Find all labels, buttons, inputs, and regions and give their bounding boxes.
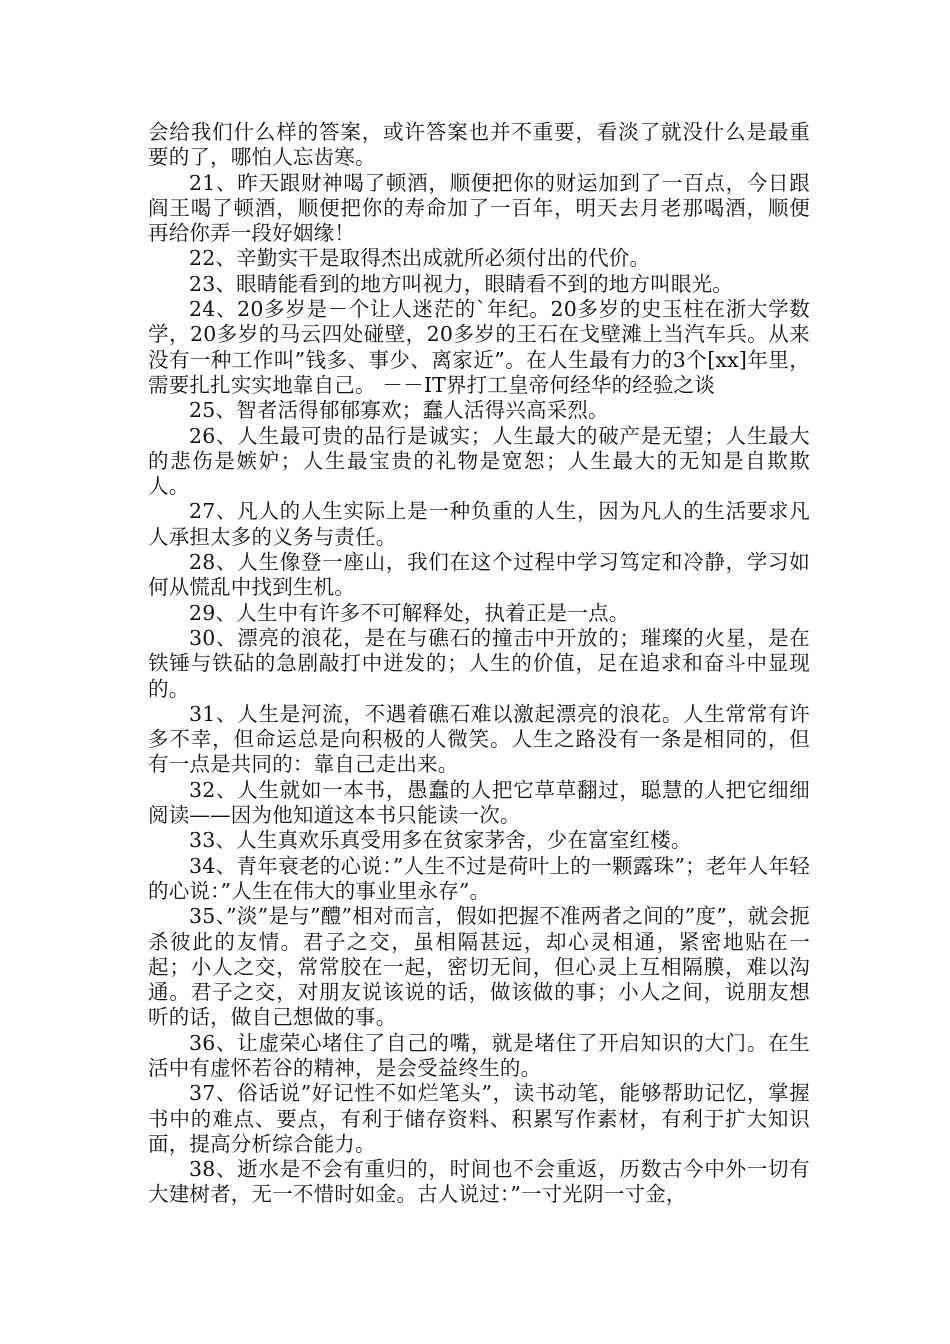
paragraph-22: 22、辛勤实干是取得杰出成就所必须付出的代价。 (189, 246, 651, 271)
paragraph-29: 29、人生中有许多不可解释处，执着正是一点。 (189, 600, 630, 625)
paragraph-28: 28、人生像登一座山，我们在这个过程中学习笃定和冷静，学习如何从慌乱中找到生机。 (148, 550, 810, 600)
paragraph-31: 31、人生是河流，不遇着礁石难以激起漂亮的浪花。人生常常有许多不幸，但命运总是向积极的人微笑。人生之路没有一条是相同的，但有一点是共同的：靠自己走出来。 (148, 701, 810, 777)
paragraph-38: 38、逝水是不会有重归的，时间也不会重返，历数古今中外一切有大建树者，无一不惜时如金。古人说过：”一寸光阴一寸金， (148, 1157, 810, 1207)
paragraph-35: 35、”淡”是与”醴”相对而言，假如把握不准两者之间的”度”，就会扼杀彼此的友情。君子之交，虽相隔甚远，却心灵相通，紧密地贴在一起；小人之交，常常胶在一起，密切无间，但心灵上互相隔膜，难以沟通。君子之交，对朋友说该说的话，做该做的事；小人之间，说朋友想听的话，做自己想做的事。 (148, 904, 810, 1030)
paragraph-36: 36、让虚荣心堵住了自己的嘴，就是堵住了开启知识的大门。在生活中有虚怀若谷的精神，是会受益终生的。 (148, 1030, 810, 1080)
paragraph-21: 21、昨天跟财神喝了顿酒，顺便把你的财运加到了一百点，今日跟阎王喝了顿酒，顺便把你的寿命加了一百年，明天去月老那喝酒，顺便再给你弄一段好姻缘！ (148, 170, 810, 246)
paragraph-23: 23、眼睛能看到的地方叫视力，眼睛看不到的地方叫眼光。 (189, 271, 733, 296)
document-body (148, 120, 810, 1208)
paragraph-33: 33、人生真欢乐真受用多在贫家茅舍，少在富室红楼。 (189, 828, 692, 853)
paragraph-continuation: 会给我们什么样的答案，或许答案也并不重要，看淡了就没什么是最重要的了，哪怕人忘齿寒。 (148, 120, 810, 170)
paragraph-26: 26、人生最可贵的品行是诚实；人生最大的破产是无望；人生最大的悲伤是嫉妒；人生最宝贵的礼物是宽恕；人生最大的无知是自欺欺人。 (148, 423, 810, 499)
paragraph-32: 32、人生就如一本书，愚蠢的人把它草草翻过，聪慧的人把它细细阅读——因为他知道这本书只能读一次。 (148, 777, 810, 828)
paragraph-34: 34、青年衰老的心说：”人生不过是荷叶上的一颗露珠”；老年人年轻的心说：”人生在伟大的事业里永存”。 (148, 853, 810, 903)
paragraph-37: 37、俗话说”好记性不如烂笔头”，读书动笔，能够帮助记忆，掌握书中的难点、要点，有利于储存资料、积累写作素材，有利于扩大知识面，提高分析综合能力。 (148, 1081, 810, 1156)
paragraph-30: 30、漂亮的浪花，是在与礁石的撞击中开放的；璀璨的火星，是在铁锤与铁砧的急剧敲打中迸发的；人生的价值，足在追求和奋斗中显现的。 (148, 625, 810, 701)
paragraph-27: 27、凡人的人生实际上是一种负重的人生，因为凡人的生活要求凡人承担太多的义务与责任。 (148, 499, 810, 549)
paragraph-24: 24、20多岁是－个让人迷茫的`年纪。20多岁的史玉柱在浙大学数学，20多岁的马云四处碰壁，20多岁的王石在戈壁滩上当汽车兵。从来没有一种工作叫”钱多、事少、离家近”。在人生最有力的3个[xx]年里，需要扎扎实实地靠自己。 －－IT界打工皇帝何经华的经验之谈 (148, 297, 810, 397)
paragraph-25: 25、智者活得郁郁寡欢；蠢人活得兴高采烈。 (189, 398, 609, 423)
